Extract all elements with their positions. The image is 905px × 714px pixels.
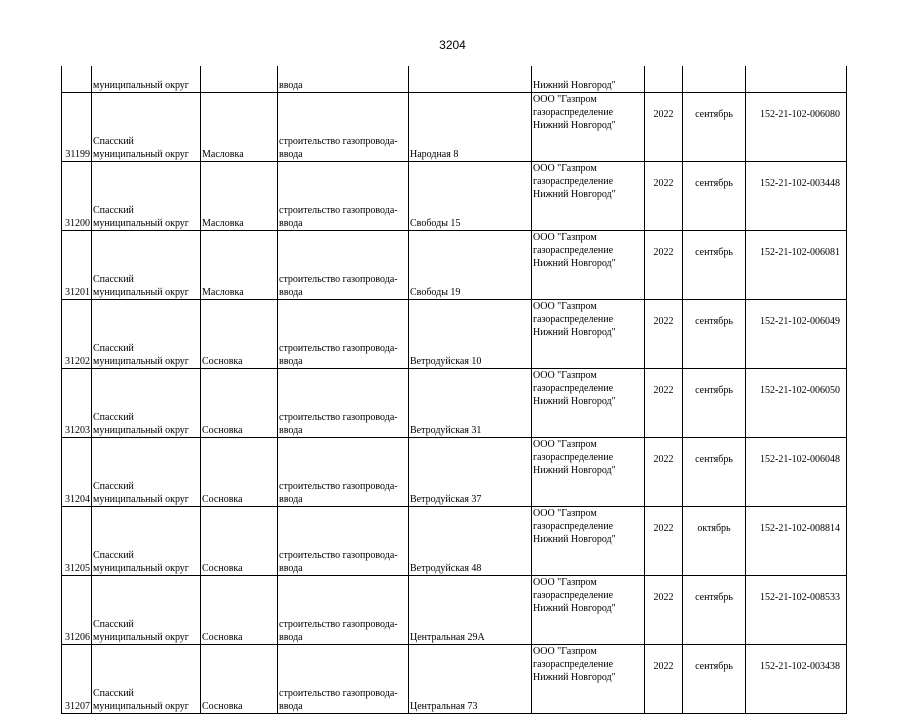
cell-month <box>683 507 746 576</box>
cell-text-month: сентябрь <box>695 109 733 120</box>
cell-district <box>92 231 201 300</box>
cell-text-year: 2022 <box>653 592 674 603</box>
cell-text-district2: муниципальный округ <box>93 494 189 505</box>
cell-organization <box>532 576 645 645</box>
cell-text-work2: ввода <box>279 563 303 574</box>
cell-text-year: 2022 <box>653 316 674 327</box>
cell-text-org3: Нижний Новгород" <box>533 465 616 476</box>
cell-address <box>409 300 532 369</box>
cell-text-code: 152-21-102-008814 <box>760 523 840 534</box>
cell-text-num: 31207 <box>65 701 90 712</box>
cell-text-org2: газораспределение <box>533 107 614 118</box>
cell-month <box>683 576 746 645</box>
cell-text-district1: Спасский <box>93 205 134 216</box>
cell-text-code: 152-21-102-006050 <box>760 385 840 396</box>
cell-year <box>645 369 683 438</box>
cell-text-num: 31200 <box>65 218 90 229</box>
cell-month <box>683 645 746 714</box>
cell-year <box>645 231 683 300</box>
cell-work <box>278 507 409 576</box>
cell-text-district1: Спасский <box>93 136 134 147</box>
table-row <box>62 300 847 369</box>
cell-district: муниципальный округ <box>92 66 201 93</box>
cell-text-num: 31201 <box>65 287 90 298</box>
cell-work <box>278 231 409 300</box>
cell-month <box>683 66 746 93</box>
cell-text-org1: ООО "Газпром <box>533 301 597 312</box>
cell-code <box>746 369 847 438</box>
cell-text-settlement: Сосновка <box>202 632 243 643</box>
cell-text-code: 152-21-102-006080 <box>760 109 840 120</box>
cell-text-month: сентябрь <box>695 247 733 258</box>
cell-text-org1: ООО "Газпром <box>533 577 597 588</box>
cell-address <box>409 645 532 714</box>
table-row <box>62 645 847 714</box>
cell-text-code: 152-21-102-003438 <box>760 661 840 672</box>
cell-text-year: 2022 <box>653 454 674 465</box>
cell-text-work2: ввода <box>279 494 303 505</box>
cell-text-settlement: Сосновка <box>202 563 243 574</box>
cell-text-org2: газораспределение <box>533 590 614 601</box>
cell-settlement <box>201 66 278 93</box>
table-row <box>62 162 847 231</box>
cell-settlement <box>201 93 278 162</box>
cell-number <box>62 507 92 576</box>
cell-work <box>278 645 409 714</box>
cell-month <box>683 369 746 438</box>
table-row <box>62 93 847 162</box>
cell-organization <box>532 507 645 576</box>
cell-district <box>92 369 201 438</box>
cell-text-district1: Спасский <box>93 619 134 630</box>
cell-text-district2: муниципальный округ <box>93 149 189 160</box>
cell-text-address: Ветродуйская 31 <box>410 425 482 436</box>
cell-text-org3: Нижний Новгород" <box>533 258 616 269</box>
cell-text-num: 31206 <box>65 632 90 643</box>
cell-text-work1: строительство газопровода- <box>279 412 398 423</box>
cell-code <box>746 300 847 369</box>
cell-number <box>62 162 92 231</box>
cell-text-work1: строительство газопровода- <box>279 481 398 492</box>
cell-work <box>278 576 409 645</box>
cell-text-org3: Нижний Новгород" <box>533 672 616 683</box>
cell-year <box>645 576 683 645</box>
cell-text-work2: ввода <box>279 287 303 298</box>
cell-month <box>683 93 746 162</box>
cell-address <box>409 576 532 645</box>
cell-text-settlement: Масловка <box>202 218 244 229</box>
cell-text-work2: ввода <box>279 218 303 229</box>
cell-work <box>278 369 409 438</box>
cell-text-org2: газораспределение <box>533 521 614 532</box>
cell-text-num: 31202 <box>65 356 90 367</box>
cell-organization <box>532 93 645 162</box>
cell-text-work2: ввода <box>279 425 303 436</box>
cell-text-org1: ООО "Газпром <box>533 508 597 519</box>
cell-text-month: сентябрь <box>695 661 733 672</box>
cell-district <box>92 93 201 162</box>
cell-work: ввода <box>278 66 409 93</box>
cell-code <box>746 507 847 576</box>
cell-month <box>683 300 746 369</box>
cell-text-year: 2022 <box>653 109 674 120</box>
cell-text-month: сентябрь <box>695 454 733 465</box>
cell-text-num: 31205 <box>65 563 90 574</box>
cell-text-district2: муниципальный округ <box>93 356 189 367</box>
cell-text-month: сентябрь <box>695 592 733 603</box>
cell-text-code: 152-21-102-008533 <box>760 592 840 603</box>
cell-code <box>746 576 847 645</box>
table-row <box>62 507 847 576</box>
cell-code <box>746 162 847 231</box>
cell-work <box>278 300 409 369</box>
cell-code <box>746 231 847 300</box>
cell-settlement <box>201 231 278 300</box>
cell-text-settlement: Масловка <box>202 287 244 298</box>
cell-text-address: Центральная 29А <box>410 632 485 643</box>
cell-text-district1: Спасский <box>93 412 134 423</box>
cell-text-org3: Нижний Новгород" <box>533 120 616 131</box>
cell-text-district2: муниципальный округ <box>93 287 189 298</box>
cell-year <box>645 507 683 576</box>
cell-text-work1: строительство газопровода- <box>279 619 398 630</box>
cell-text-num: 31199 <box>65 149 90 160</box>
cell-text-org3: Нижний Новгород" <box>533 603 616 614</box>
cell-text-code: 152-21-102-006081 <box>760 247 840 258</box>
cell-text-org3: Нижний Новгород" <box>533 534 616 545</box>
cell-text-month: сентябрь <box>695 178 733 189</box>
cell-number <box>62 369 92 438</box>
cell-district <box>92 507 201 576</box>
cell-address <box>409 162 532 231</box>
cell-text-org1: ООО "Газпром <box>533 232 597 243</box>
cell-month <box>683 162 746 231</box>
cell-text-org1: ООО "Газпром <box>533 94 597 105</box>
cell-text-num: 31204 <box>65 494 90 505</box>
cell-text-work1: строительство газопровода- <box>279 205 398 216</box>
cell-text-code: 152-21-102-003448 <box>760 178 840 189</box>
cell-organization: Нижний Новгород" <box>532 66 645 93</box>
cell-text-org3: Нижний Новгород" <box>533 396 616 407</box>
cell-text-month: сентябрь <box>695 316 733 327</box>
cell-text-address: Центральная 73 <box>410 701 478 712</box>
cell-address <box>409 231 532 300</box>
cell-text-address: Ветродуйская 37 <box>410 494 482 505</box>
cell-text-num: 31203 <box>65 425 90 436</box>
cell-settlement <box>201 507 278 576</box>
cell-number <box>62 93 92 162</box>
cell-work <box>278 438 409 507</box>
cell-address <box>409 507 532 576</box>
cell-year <box>645 645 683 714</box>
table-row <box>62 576 847 645</box>
cell-year <box>645 93 683 162</box>
cell-text-org1: ООО "Газпром <box>533 439 597 450</box>
cell-text-address: Свободы 15 <box>410 218 461 229</box>
cell-organization <box>532 369 645 438</box>
cell-number <box>62 66 92 93</box>
cell-address <box>409 66 532 93</box>
cell-number <box>62 438 92 507</box>
cell-text-org1: ООО "Газпром <box>533 646 597 657</box>
cell-number <box>62 645 92 714</box>
cell-settlement <box>201 369 278 438</box>
cell-organization <box>532 231 645 300</box>
cell-district <box>92 162 201 231</box>
cell-text-year: 2022 <box>653 247 674 258</box>
cell-text-year: 2022 <box>653 523 674 534</box>
cell-text-settlement: Сосновка <box>202 425 243 436</box>
cell-settlement <box>201 300 278 369</box>
cell-district <box>92 438 201 507</box>
cell-text-org1: ООО "Газпром <box>533 370 597 381</box>
table-row <box>62 438 847 507</box>
cell-number <box>62 576 92 645</box>
cell-text-work2: ввода <box>279 356 303 367</box>
table-row <box>62 369 847 438</box>
cell-text-org2: газораспределение <box>533 245 614 256</box>
cell-text-work1: строительство газопровода- <box>279 343 398 354</box>
cell-code <box>746 438 847 507</box>
cell-text-org2: газораспределение <box>533 383 614 394</box>
cell-text-work1: строительство газопровода- <box>279 550 398 561</box>
cell-organization <box>532 438 645 507</box>
cell-text-month: сентябрь <box>695 385 733 396</box>
cell-work <box>278 162 409 231</box>
cell-text-month: октябрь <box>697 523 731 534</box>
cell-year <box>645 66 683 93</box>
cell-work <box>278 93 409 162</box>
cell-text-settlement: Сосновка <box>202 356 243 367</box>
cell-settlement <box>201 645 278 714</box>
continuation-row <box>62 66 847 93</box>
cell-text-work2: ввода <box>279 632 303 643</box>
cell-text-work1: строительство газопровода- <box>279 274 398 285</box>
cell-text-work2: ввода <box>279 701 303 712</box>
cell-text-settlement: Масловка <box>202 149 244 160</box>
cell-text-address: Народная 8 <box>410 149 459 160</box>
registry-table <box>61 66 847 714</box>
cell-code <box>746 645 847 714</box>
cell-district <box>92 645 201 714</box>
cell-text-org2: газораспределение <box>533 659 614 670</box>
cell-text-org3: Нижний Новгород" <box>533 189 616 200</box>
cell-settlement <box>201 576 278 645</box>
cell-text-year: 2022 <box>653 385 674 396</box>
cell-text-district1: Спасский <box>93 688 134 699</box>
cell-text-address: Свободы 19 <box>410 287 461 298</box>
cell-text-district2: муниципальный округ <box>93 632 189 643</box>
cell-address <box>409 93 532 162</box>
cell-address <box>409 369 532 438</box>
cell-text-org2: газораспределение <box>533 452 614 463</box>
cell-organization <box>532 300 645 369</box>
cell-text-work2: ввода <box>279 149 303 160</box>
cell-text-district1: Спасский <box>93 550 134 561</box>
cell-text-work1: строительство газопровода- <box>279 136 398 147</box>
cell-number <box>62 231 92 300</box>
cell-code <box>746 93 847 162</box>
cell-address <box>409 438 532 507</box>
cell-month <box>683 231 746 300</box>
cell-text-org1: ООО "Газпром <box>533 163 597 174</box>
cell-text-org2: газораспределение <box>533 176 614 187</box>
cell-organization <box>532 162 645 231</box>
cell-month <box>683 438 746 507</box>
cell-text-district2: муниципальный округ <box>93 218 189 229</box>
cell-district <box>92 300 201 369</box>
cell-text-district2: муниципальный округ <box>93 563 189 574</box>
cell-year <box>645 438 683 507</box>
cell-text-settlement: Сосновка <box>202 494 243 505</box>
cell-district <box>92 576 201 645</box>
cell-text-district1: Спасский <box>93 481 134 492</box>
cell-text-district1: Спасский <box>93 274 134 285</box>
cell-text-address: Ветродуйская 48 <box>410 563 482 574</box>
cell-text-code: 152-21-102-006048 <box>760 454 840 465</box>
cell-text-year: 2022 <box>653 661 674 672</box>
cell-settlement <box>201 162 278 231</box>
cell-settlement <box>201 438 278 507</box>
cell-organization <box>532 645 645 714</box>
cell-text-code: 152-21-102-006049 <box>760 316 840 327</box>
cell-text-district2: муниципальный округ <box>93 701 189 712</box>
table-row <box>62 231 847 300</box>
page-number: 3204 <box>439 38 466 52</box>
cell-text-address: Ветродуйская 10 <box>410 356 482 367</box>
cell-code <box>746 66 847 93</box>
cell-text-org3: Нижний Новгород" <box>533 327 616 338</box>
cell-year <box>645 162 683 231</box>
cell-year <box>645 300 683 369</box>
cell-number <box>62 300 92 369</box>
cell-text-district1: Спасский <box>93 343 134 354</box>
cell-text-district2: муниципальный округ <box>93 425 189 436</box>
cell-text-org2: газораспределение <box>533 314 614 325</box>
cell-text-settlement: Сосновка <box>202 701 243 712</box>
cell-text-year: 2022 <box>653 178 674 189</box>
cell-text-work1: строительство газопровода- <box>279 688 398 699</box>
